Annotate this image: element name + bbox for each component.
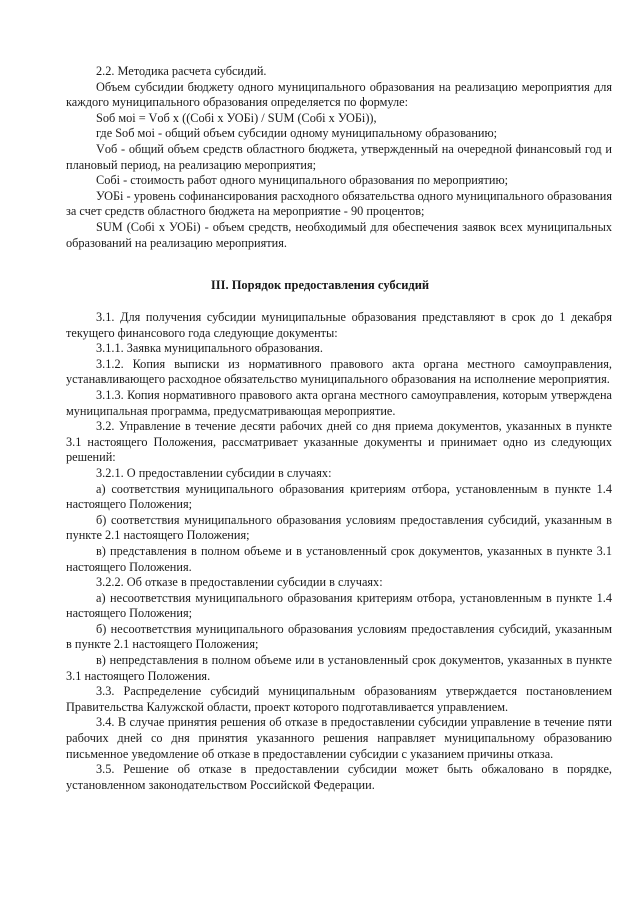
list-item-v-refuse: в) непредставления в полном объеме или в установленный срок документов, указанных в пункте 3.1 настоящего Положения. [66,653,612,683]
paragraph-3-5: 3.5. Решение об отказе в предоставлении субсидии может быть обжаловано в порядке, установленном законодательством Российской Федерации. [66,762,612,792]
list-item-a-refuse: а) несоответствия муниципального образования критериям отбора, установленным в пункте 1.4 настоящего Положения; [66,590,612,621]
section-3-text [66,310,612,793]
list-item-v-grant: в) представления в полном объеме и в установленный срок документов, указанных в пункте 3.1 настоящего Положения. [66,543,612,574]
definition-s: где Sоб моi - общий объем субсидии одному муниципальному образованию; [96,126,498,141]
paragraph-3-3: 3.3. Распределение субсидий муниципальным образованиям утверждается постановлением Правительства Калужской области, проект которого подготавливается управлением. [66,684,612,714]
paragraph-3-1-2: 3.1.2. Копия выписки из нормативного правового акта органа местного самоуправления, устанавливающего расходное обязательство муниципального образования на исполнение мероприятия. [66,356,612,387]
paragraph-3-1: 3.1. Для получения субсидии муниципальные образования представляют в срок до 1 декабря текущего финансового года следующие документы: [66,310,612,340]
section-2-text [66,64,612,251]
paragraph-subsidy-volume: Объем субсидии бюджету одного муниципального образования на реализацию мероприятия для каждого муниципального образования определяется по формуле: [66,79,612,110]
paragraph-3-2-2: 3.2.2. Об отказе в предоставлении субсидии в случаях: [96,575,383,590]
paragraph-3-2-1: 3.2.1. О предоставлении субсидии в случаях: [96,465,332,480]
definition-sum: SUM (Cобi х УОБi) - объем средств, необходимый для обеспечения заявок всех муниципальных образований на реализацию мероприятия. [66,219,612,250]
paragraph-3-1-1: 3.1.1. Заявка муниципального образования. [96,341,323,356]
paragraph-3-2: 3.2. Управление в течение десяти рабочих дней со дня приема документов, указанных в пункте 3.1 настоящего Положения, рассматривает указанные документы и принимает одно из следующих решений: [66,419,612,465]
definition-c: Cобi - стоимость работ одного муниципального образования по мероприятию; [96,173,509,188]
definition-v: Vоб - общий объем средств областного бюджета, утвержденный на очередной финансовый год и плановый период, на реализацию мероприятия; [66,141,612,172]
paragraph-3-1-3: 3.1.3. Копия нормативного правового акта органа местного самоуправления, которым утверждена муниципальная программа, предусматривающая мероприятие. [66,387,612,418]
list-item-b-refuse: б) несоответствия муниципального образования условиям предоставления субсидий, указанным в пункте 2.1 настоящего Положения; [66,621,612,652]
formula: Sоб моi = Vоб х ((Cобi х УОБi) / SUM (Cобi х УОБi)), [96,110,377,125]
paragraph-2-2: 2.2. Методика расчета субсидий. [96,64,267,78]
definition-uob: УОБi - уровень софинансирования расходного обязательства одного муниципального образования за счет средств областного бюджета на мероприятие - 90 процентов; [66,188,612,219]
section-3-heading: III. Порядок предоставления субсидий [210,278,430,292]
paragraph-3-4: 3.4. В случае принятия решения об отказе в предоставлении субсидии управление в течение пяти рабочих дней со дня принятия указанного решения направляет муниципальному образованию письменное уведомление об отказе в предоставлении субсидии с указанием причины отказа. [66,715,612,761]
list-item-b-grant: б) соответствия муниципального образования условиям предоставления субсидий, указанным в пункте 2.1 настоящего Положения; [66,512,612,543]
list-item-a-grant: а) соответствия муниципального образования критериям отбора, установленным в пункте 1.4 настоящего Положения; [66,481,612,512]
